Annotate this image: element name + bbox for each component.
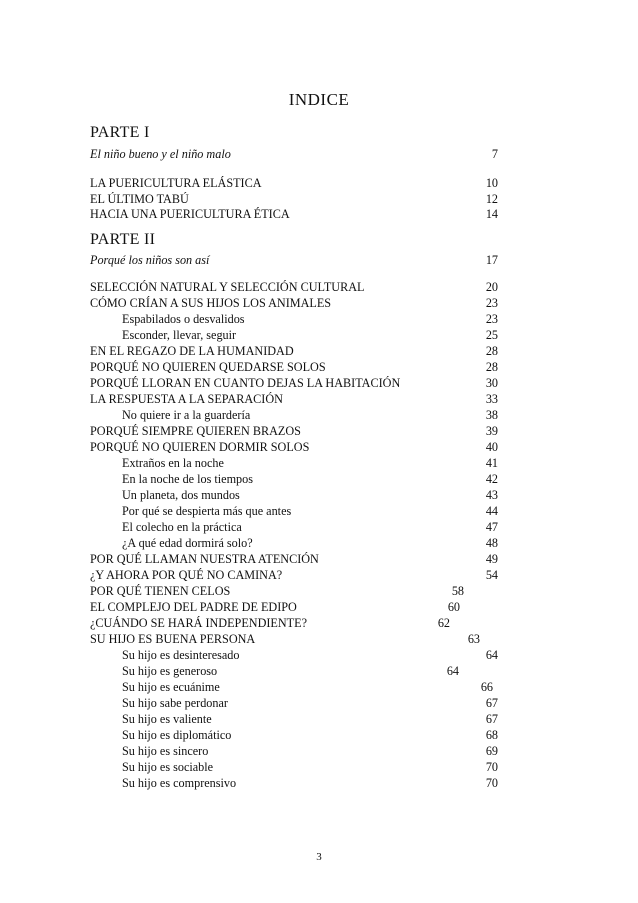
index-title: INDICE: [288, 90, 350, 109]
toc-entry-title: Espabilados o desvalidos: [122, 312, 245, 326]
toc-entry-page: 30: [485, 376, 498, 390]
toc-entry-title: SU HIJO ES BUENA PERSONA: [90, 632, 256, 646]
toc-entry-title: ¿A qué edad dormirá solo?: [122, 536, 253, 550]
toc-entry-page: 47: [485, 520, 498, 534]
toc-entry-page: 48: [485, 536, 498, 550]
toc-entry[interactable]: [90, 391, 498, 408]
toc-entry-title: PORQUÉ SIEMPRE QUIEREN BRAZOS: [90, 424, 301, 438]
toc-subentry[interactable]: [90, 503, 498, 520]
toc-entry-title: EL ÚLTIMO TABÚ: [90, 192, 189, 206]
toc-entry-title: EL COMPLEJO DEL PADRE DE EDIPO: [90, 600, 297, 614]
toc-entry-title: Porqué los niños son así: [90, 253, 210, 267]
toc-subentry[interactable]: [90, 487, 498, 504]
toc-entry[interactable]: [90, 295, 498, 312]
toc-entry-page: 70: [485, 776, 498, 790]
toc-entry-title: ¿Y AHORA POR QUÉ NO CAMINA?: [90, 568, 283, 582]
toc-entry-title: POR QUÉ LLAMAN NUESTRA ATENCIÓN: [90, 552, 319, 566]
toc-entry-title: Por qué se despierta más que antes: [122, 504, 292, 518]
toc-entry-page: 62: [437, 616, 450, 630]
toc-entry-title: En la noche de los tiempos: [122, 472, 253, 486]
toc-entry-page: 43: [485, 488, 498, 502]
toc-entry-title: Esconder, llevar, seguir: [122, 328, 237, 342]
toc-entry[interactable]: [90, 615, 450, 632]
toc-subentry[interactable]: [90, 535, 498, 552]
toc-entry-page: 69: [485, 744, 498, 758]
toc-entry-title: ¿CUÁNDO SE HARÁ INDEPENDIENTE?: [90, 616, 307, 630]
toc-entry-title: CÓMO CRÍAN A SUS HIJOS LOS ANIMALES: [90, 296, 332, 310]
part-one-heading: PARTE I: [90, 124, 150, 141]
toc-entry-title: Su hijo sabe perdonar: [122, 696, 228, 710]
toc-entry[interactable]: [90, 439, 498, 456]
toc-entry-title: Su hijo es generoso: [122, 664, 218, 678]
toc-entry-title: Su hijo es comprensivo: [122, 776, 237, 790]
toc-subentry[interactable]: [90, 471, 498, 488]
toc-entry-page: 44: [485, 504, 498, 518]
toc-entry-page: 23: [485, 312, 498, 326]
toc-entry[interactable]: [90, 599, 460, 616]
toc-entry-title: HACIA UNA PUERICULTURA ÉTICA: [90, 207, 290, 221]
toc-subentry[interactable]: [90, 663, 459, 680]
toc-entry-title: Su hijo es sociable: [122, 760, 214, 774]
toc-entry[interactable]: [90, 343, 498, 360]
toc-entry-page: 67: [485, 696, 498, 710]
toc-entry-page: 7: [491, 147, 498, 161]
toc-subentry[interactable]: [90, 711, 498, 728]
toc-entry-page: 10: [485, 176, 498, 190]
toc-entry-page: 25: [485, 328, 498, 342]
toc-entry-title: POR QUÉ TIENEN CELOS: [90, 584, 231, 598]
toc-entry-page: 14: [485, 207, 498, 221]
toc-entry-title: LA PUERICULTURA ELÁSTICA: [90, 176, 262, 190]
toc-entry[interactable]: [90, 375, 498, 392]
toc-entry[interactable]: [90, 423, 498, 440]
toc-entry[interactable]: [90, 583, 464, 600]
toc-entry-title: Su hijo es desinteresado: [122, 648, 240, 662]
toc-entry-page: 63: [467, 632, 480, 646]
toc-entry[interactable]: [90, 206, 498, 223]
toc-entry-page: 66: [480, 680, 493, 694]
toc-entry-page: 20: [485, 280, 498, 294]
toc-entry-page: 12: [485, 192, 498, 206]
toc-entry-page: 28: [485, 360, 498, 374]
toc-entry[interactable]: [90, 631, 480, 648]
part-two-heading: PARTE II: [90, 231, 156, 248]
toc-subentry[interactable]: [90, 311, 498, 328]
toc-entry-title: No quiere ir a la guardería: [122, 408, 251, 422]
toc-entry-page: 67: [485, 712, 498, 726]
toc-entry-title: Un planeta, dos mundos: [122, 488, 240, 502]
toc-entry-page: 41: [485, 456, 498, 470]
toc-entry-title: PORQUÉ LLORAN EN CUANTO DEJAS LA HABITACIÓN: [90, 376, 401, 390]
toc-entry-page: 40: [485, 440, 498, 454]
toc-subentry[interactable]: [90, 775, 498, 792]
toc-entry-title: El niño bueno y el niño malo: [90, 147, 231, 161]
toc-entry-page: 33: [485, 392, 498, 406]
toc-entry[interactable]: [90, 175, 498, 192]
toc-entry-title: PORQUÉ NO QUIEREN QUEDARSE SOLOS: [90, 360, 326, 374]
toc-entry-title: Su hijo es valiente: [122, 712, 212, 726]
toc-entry[interactable]: [90, 146, 498, 163]
toc-entry-title: EN EL REGAZO DE LA HUMANIDAD: [90, 344, 294, 358]
toc-entry-page: 38: [485, 408, 498, 422]
toc-entry-page: 17: [485, 253, 498, 267]
toc-entry-page: 60: [447, 600, 460, 614]
toc-entry-page: 64: [446, 664, 459, 678]
toc-subentry[interactable]: [90, 519, 498, 536]
toc-entry-page: 42: [485, 472, 498, 486]
toc-subentry[interactable]: [90, 743, 498, 760]
toc-entry-page: 54: [485, 568, 498, 582]
toc-entry-title: El colecho en la práctica: [122, 520, 242, 534]
toc-entry-title: Su hijo es ecuánime: [122, 680, 220, 694]
toc-subentry[interactable]: [90, 759, 498, 776]
page-number: 3: [316, 851, 322, 863]
toc-subentry[interactable]: [90, 647, 498, 664]
toc-entry-page: 58: [451, 584, 464, 598]
toc-entry-page: 49: [485, 552, 498, 566]
toc-subentry[interactable]: [90, 407, 498, 424]
toc-entry-page: 68: [485, 728, 498, 742]
toc-subentry[interactable]: [90, 455, 498, 472]
toc-entry[interactable]: [90, 279, 498, 296]
toc-entry[interactable]: [90, 252, 498, 269]
toc-subentry[interactable]: [90, 327, 498, 344]
toc-entry-title: PORQUÉ NO QUIEREN DORMIR SOLOS: [90, 440, 310, 454]
toc-subentry[interactable]: [90, 727, 498, 744]
toc-entry-page: 23: [485, 296, 498, 310]
toc-entry-title: SELECCIÓN NATURAL Y SELECCIÓN CULTURAL: [90, 280, 365, 294]
toc-entry[interactable]: [90, 359, 498, 376]
toc-entry-title: Su hijo es diplomático: [122, 728, 232, 742]
toc-entry-page: 64: [485, 648, 498, 662]
toc-entry-title: LA RESPUESTA A LA SEPARACIÓN: [90, 392, 283, 406]
toc-subentry[interactable]: [90, 679, 493, 696]
toc-entry-page: 70: [485, 760, 498, 774]
toc-entry[interactable]: [90, 567, 498, 584]
toc-entry[interactable]: [90, 551, 498, 568]
toc-entry-title: Su hijo es sincero: [122, 744, 209, 758]
toc-entry-title: Extraños en la noche: [122, 456, 224, 470]
toc-entry-page: 28: [485, 344, 498, 358]
toc-subentry[interactable]: [90, 695, 498, 712]
toc-entry-page: 39: [485, 424, 498, 438]
